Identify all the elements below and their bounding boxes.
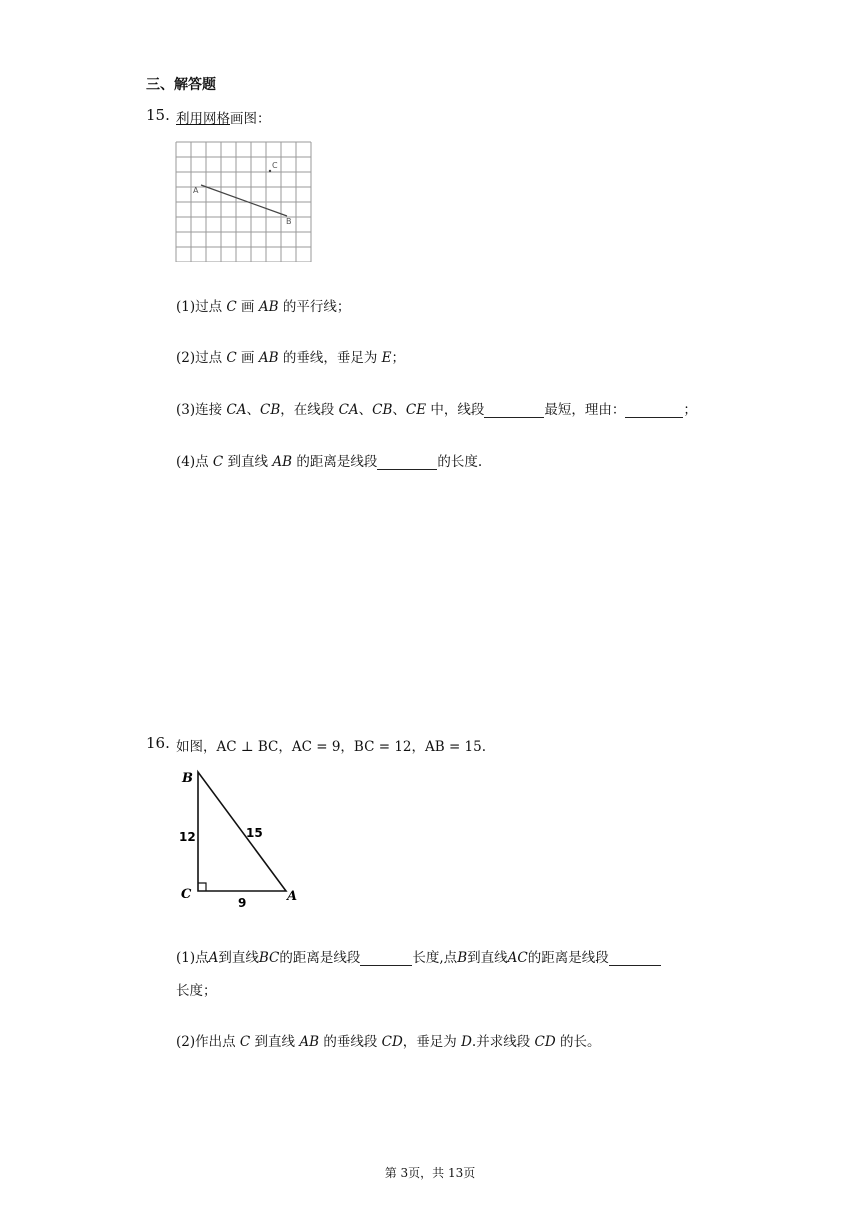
var: B	[457, 950, 468, 966]
text: 画	[236, 350, 259, 366]
q15-item-2	[176, 346, 405, 366]
var: D	[461, 1034, 472, 1050]
label-b: B	[182, 771, 193, 786]
q16-number: 16.	[146, 734, 170, 752]
grid-figure	[174, 140, 314, 262]
text: 的距离是线段	[527, 950, 609, 966]
q16-item-2	[176, 1030, 600, 1050]
text: 、	[392, 402, 406, 418]
answer-blank[interactable]	[625, 403, 683, 418]
q15-item-4	[176, 450, 482, 470]
text: (3)连接	[176, 402, 227, 418]
text: 最短，理由：	[544, 402, 626, 418]
var: CB	[372, 402, 393, 418]
q15-title-rest: 画图：	[230, 111, 271, 127]
text: 到直线	[250, 1034, 300, 1050]
text: 画	[236, 299, 259, 315]
var: E	[381, 350, 392, 366]
var: C	[212, 454, 224, 470]
right-angle-mark	[198, 883, 206, 891]
var: BC	[258, 950, 280, 966]
var: C	[226, 299, 237, 315]
length-ac: 9	[238, 896, 247, 910]
text: ，垂足为	[402, 1034, 462, 1050]
text: 到直线	[467, 950, 508, 966]
text: 、	[246, 402, 261, 418]
var: A	[208, 950, 219, 966]
text: .并求线段	[471, 1034, 535, 1050]
var: CA	[338, 402, 359, 418]
var: CE	[405, 402, 427, 418]
q15-number: 15.	[146, 106, 170, 124]
var: CD	[534, 1034, 556, 1050]
answer-blank[interactable]	[484, 403, 544, 418]
triangle-figure	[176, 764, 306, 912]
var: AB	[272, 454, 293, 470]
text: 的长度.	[437, 454, 483, 470]
var: AB	[258, 299, 279, 315]
length-bc: 12	[179, 830, 196, 844]
text: ；	[391, 350, 405, 366]
text: 的平行线；	[278, 299, 351, 315]
q16-item-1-cont: 长度；	[176, 983, 217, 999]
text: (2)过点	[176, 350, 227, 366]
grid-label-b: B	[286, 217, 292, 226]
answer-blank[interactable]	[609, 951, 661, 966]
text: (4)点	[176, 454, 213, 470]
text: ，在线段	[280, 402, 339, 418]
text: 长度,点	[412, 950, 458, 966]
grid-label-a: A	[193, 186, 199, 195]
text: (1)点	[176, 950, 209, 966]
page-footer: 第 3页，共 13页	[384, 1166, 476, 1180]
var: CD	[381, 1034, 403, 1050]
var: AB	[299, 1034, 320, 1050]
var: C	[239, 1034, 251, 1050]
grid-label-c: C	[272, 161, 278, 170]
q15-title-link: 利用网格	[176, 111, 230, 127]
text: 的垂线，垂足为	[278, 350, 382, 366]
var: CB	[260, 402, 281, 418]
text: 的距离是线段	[292, 454, 378, 470]
text: ；	[683, 402, 697, 418]
answer-blank[interactable]	[377, 455, 437, 470]
var: AC	[507, 950, 528, 966]
text: 的距离是线段	[279, 950, 361, 966]
text: 到直线	[218, 950, 259, 966]
text: (1)过点	[176, 299, 227, 315]
point-c	[269, 170, 271, 172]
q15-title	[176, 107, 271, 127]
q16-item-1	[176, 946, 661, 966]
q16-prompt: 如图，AC ⊥ BC，AC = 9，BC = 12，AB = 15.	[176, 739, 487, 755]
q15-item-3	[176, 398, 697, 418]
var: C	[226, 350, 237, 366]
text: 的垂线段	[319, 1034, 382, 1050]
text: 、	[358, 402, 373, 418]
q15-item-1	[176, 295, 350, 315]
section-title: 三、解答题	[146, 77, 216, 93]
length-ab: 15	[246, 826, 263, 840]
answer-blank[interactable]	[360, 951, 412, 966]
text: 中，线段	[426, 402, 485, 418]
text: (2)作出点	[176, 1034, 240, 1050]
triangle-abc	[198, 772, 286, 891]
label-a: A	[287, 889, 298, 904]
var: CA	[226, 402, 247, 418]
text: 到直线	[223, 454, 273, 470]
text: 的长。	[555, 1034, 601, 1050]
label-c: C	[181, 887, 192, 902]
var: AB	[258, 350, 279, 366]
segment-ab	[201, 185, 287, 216]
